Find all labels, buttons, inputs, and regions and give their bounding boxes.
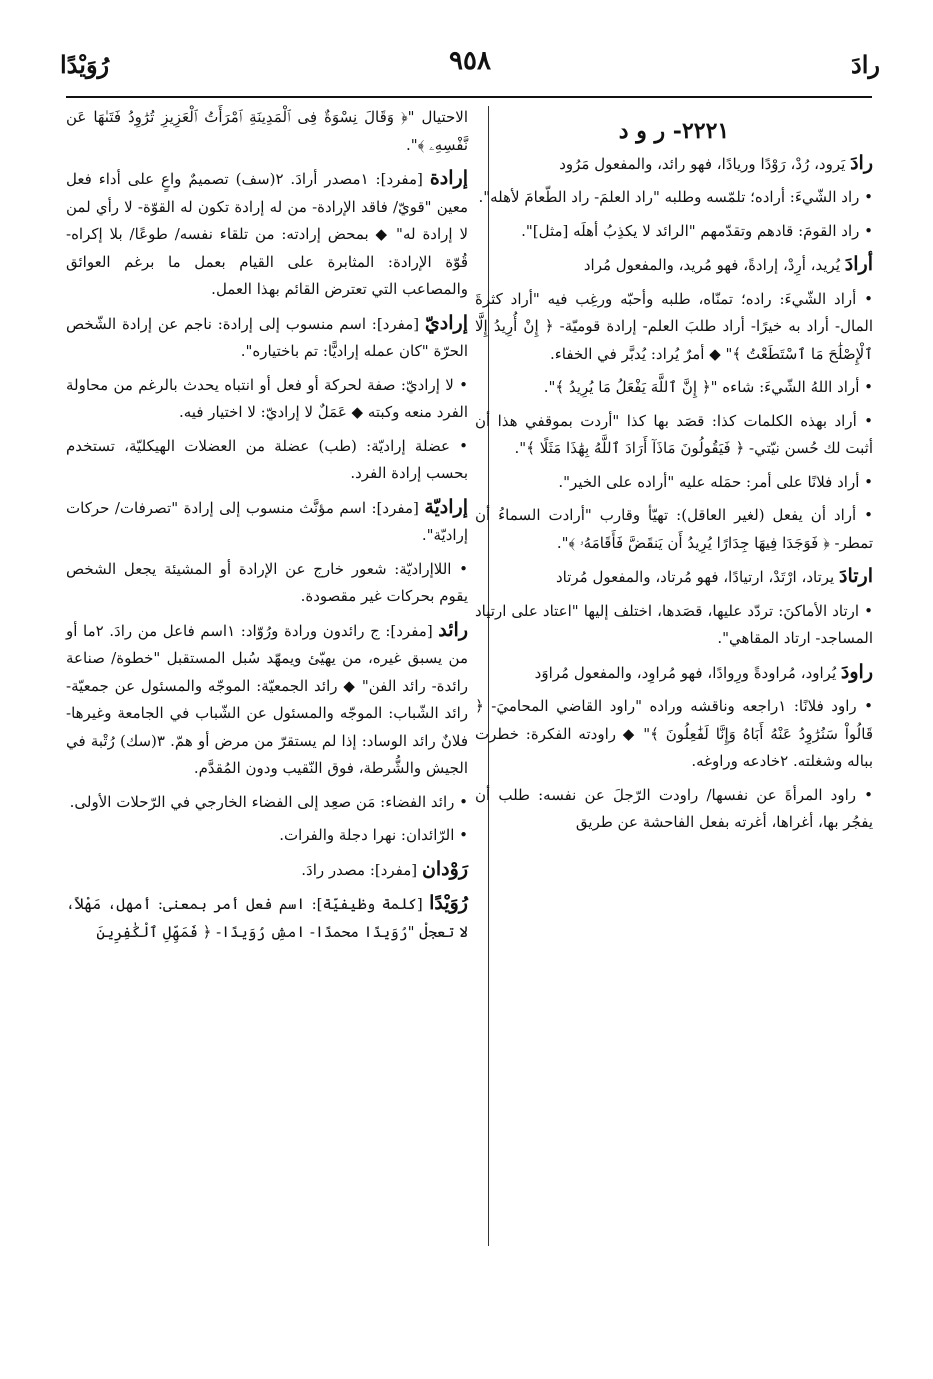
headword: إراديّ xyxy=(424,311,468,334)
left-column xyxy=(66,104,468,952)
dictionary-entry xyxy=(475,150,873,179)
dictionary-entry xyxy=(475,469,873,497)
entry-text: • راود فلانًا: ١راجعه وناقشه وراده "راود القاضي المحاميَ- ﴿ قَالُواْ سَنُرَٰوِدُ عَنْهُ أَبَاهُ وَإِنَّا لَفَٰعِلُونَ ﴾" ◆ راودته الفكرة: خطرت بباله وشغلته. ٢خادعه وراوغه. xyxy=(475,697,873,770)
dictionary-entry xyxy=(475,782,873,837)
dictionary-entry xyxy=(475,184,873,212)
page-number: ٩٥٨ xyxy=(449,46,491,76)
dictionary-entry xyxy=(475,693,873,776)
entry-text: [مفرد]: اسم مؤنَّث منسوب إلى إرادة "تصرفات/ حركات إراديّة". xyxy=(66,498,468,544)
entry-text: [مفرد]: اسم منسوب إلى إرادة: ناجم عن إرادة الشّخص الحرّة "كان عمله إراديًّا: تم باختياره". xyxy=(66,314,468,360)
dictionary-entry xyxy=(66,789,468,817)
dictionary-entry xyxy=(475,563,873,592)
dictionary-entry xyxy=(66,165,468,304)
section-title: ٢٢٢١- ر و د xyxy=(618,118,730,144)
entry-text: • راد الشّيءَ: أراده؛ تلمّسه وطلبه "راد العلمَ- راد الطّعامَ لأهله". xyxy=(478,188,873,206)
dictionary-entry xyxy=(66,104,468,159)
dictionary-entry xyxy=(66,372,468,427)
dictionary-entry xyxy=(66,433,468,488)
dictionary-entry xyxy=(475,502,873,557)
entry-text: [مفرد]: ١مصدر أرادَ. ٢(سف) تصميمٌ واعٍ على أداء فعل معين "قويّ/ فاقد الإرادة- من له إرادة تكون له القوّة- لا رأي لمن لا إرادة له" ◆ بمحض إرادته: من تلقاء نفسه/ طوعًا/ بلا إكراه- قُوّة الإرادة: المثابرة على القيام بعمل ما برغم العوائق والمصاعب التي تعترض القائم بهذا العمل. xyxy=(66,170,468,298)
dictionary-entry xyxy=(66,617,468,783)
entry-text: • أراد فلانًا على أمر: حمَله عليه "أراده على الخير". xyxy=(558,472,873,491)
right-column xyxy=(475,104,873,843)
entry-text: • ارتاد الأماكنَ: تردّد عليها، قصَدها، اختلف إليها "اعتاد على ارتياد المساجد- ارتاد المقاهي". xyxy=(475,601,873,647)
headword: ارتادَ xyxy=(839,565,873,587)
entry-text: • رائد الفضاء: مَن صعِد إلى الفضاء الخارجي في الرّحلات الأولى. xyxy=(69,792,468,811)
headword: إرادة xyxy=(429,167,468,189)
headword: رَوْدان xyxy=(421,857,468,880)
page-header xyxy=(60,46,880,86)
dictionary-entry xyxy=(475,598,873,653)
dictionary-entry xyxy=(66,556,468,611)
entry-text: [كلمة وظيفيّة]: اسم فعل أمر بمعنى: أمهل، مَهْلاً، لا تعجلْ "رُوَيدًا محمدًا- امشِ رُوَيدًا- ﴿ فَمَهِّلِ ٱلْكَٰفِرِينَ xyxy=(66,895,468,941)
dictionary-entry xyxy=(475,374,873,402)
dictionary-entry xyxy=(475,659,873,688)
dictionary-entry xyxy=(475,286,873,369)
header-guide-word-left: رُوَيْدًا xyxy=(60,50,110,79)
headword: رادَ xyxy=(850,151,873,174)
dictionary-entry xyxy=(66,856,468,885)
entry-text: يُراود، مُراودةً ورِوادًا، فهو مُراوِد، والمفعول مُراوَد xyxy=(534,663,837,682)
entry-text: الاحتيال "﴿ وَقَالَ نِسْوَةٌ فِى ٱلْمَدِينَةِ ٱمْرَأَتُ ٱلْعَزِيزِ تُرَٰوِدُ فَتَىٰهَا عَن نَّفْسِهِۦ ﴾". xyxy=(66,108,468,154)
entry-text: • أراد أن يفعل (لغير العاقل): تهيّأ وقارب "أرادت السماءُ أن تمطر- ﴿ فَوَجَدَا فِيهَا جِدَارًا يُرِيدُ أَن يَنقَضَّ فَأَقَامَهُۥ ﴾". xyxy=(475,506,873,552)
dictionary-entry xyxy=(475,408,873,463)
entry-text: • راد القومَ: قادهم وتقدّمهم "الرائد لا يكذِبُ أهلَه [مثل]". xyxy=(521,221,873,240)
headword: رائد xyxy=(438,618,468,641)
entry-text: • الرّائدان: نهرا دجلة والفرات. xyxy=(279,826,468,844)
entry-text: [مفرد]: ج رائدون ورادة ورُوّاد: ١اسم فاعل من رادَ. ٢ما أو من يسبق غيره، من يهيّئ ويمهّد سُبل المستقبل "خطوة/ صناعة رائدة- رائد الفن" ◆ رائد الجمعيّة: الموجّه والمسئول عن جمعيّة- رائد الشّباب: الموجّه والمسئول عن الشّباب في الجامعة وغيرها- فلانٌ رائد الوساد: إذا لم يستقرّ من مرض أو همّ. ٣(سك) رُتْبة في الجيش والشُّرطة، فوق النّقيب ودون المُقدَّم. xyxy=(66,621,468,777)
dictionary-entry xyxy=(66,310,468,366)
dictionary-entry xyxy=(66,822,468,850)
entry-text: • لا إراديّ: صفة لحركة أو فعل أو انتباه يحدث بالرغم من محاولة الفرد منعه وكبته ◆ عَمَلٌ لا إراديّ: لا اختيار فيه. xyxy=(66,375,468,421)
entry-text: يرتاد، ارْتَدْ، ارتيادًا، فهو مُرتاد، والمفعول مُرتاد xyxy=(555,568,835,586)
entry-text: • أراد الشّيءَ: راده؛ تمنّاه، طلبه وأحبّه ورغِب فيه "أراد كثرةَ المال- أراد به خيرًا- أراد طلبَ العلم- إرادة قوميّة- ﴿ إِنْ أُرِيدُ إِلَّا ٱلْإِصْلَٰحَ مَا ٱسْتَطَعْتُ ﴾" ◆ أمرٌ يُراد: يُدبَّر في الخفاء. xyxy=(475,289,873,363)
entry-text: • راود المرأةَ عن نفسها/ راودت الرّجلَ عن نفسه: طلب أن يفجُر بها، أغراها، أغرته بفعل الفاحشة عن طريق xyxy=(475,785,873,831)
entry-text: [مفرد]: مصدر رادَ. xyxy=(301,860,418,879)
headword: رُوَيْدًا xyxy=(429,892,468,914)
header-guide-word-right: رادَ xyxy=(851,50,880,79)
headword: إراديّة xyxy=(424,495,468,518)
entry-text: • اللاإراديّة: شعور خارج عن الإرادة أو المشيئة يجعل الشخص يقوم بحركات غير مقصودة. xyxy=(66,559,468,605)
dictionary-entry xyxy=(66,494,468,550)
headword: أرادَ xyxy=(844,253,873,275)
entry-text: • أراد اللهُ الشّيءَ: شاءه "﴿ إِنَّ ٱللَّهَ يَفْعَلُ مَا يُرِيدُ ﴾". xyxy=(543,378,873,396)
headword: راودَ xyxy=(840,660,873,683)
dictionary-entry xyxy=(66,890,468,946)
entry-text: • عضلة إراديّة: (طب) عضلة من العضلات الهيكليّة، تستخدم بحسب إرادة الفرد. xyxy=(66,436,468,482)
dictionary-entry xyxy=(475,251,873,280)
entry-text: يَرود، رُدْ، رَوْدًا وريادًا، فهو رائد، والمفعول مَرُود xyxy=(559,154,846,173)
dictionary-entry xyxy=(475,218,873,246)
header-rule xyxy=(66,96,872,98)
entry-text: • أراد بهذه الكلمات كذا: قصَد بها كذا "أردت بموقفي هذا أن أثبت لك حُسن نيّتي- ﴿ فَيَقُولُونَ مَاذَآ أَرَادَ ٱللَّهُ بِهَٰذَا مَثَلًا ﴾". xyxy=(475,411,873,457)
entry-text: يُريد، أرِدْ، إرادةً، فهو مُريد، والمفعول مُراد xyxy=(583,256,841,274)
